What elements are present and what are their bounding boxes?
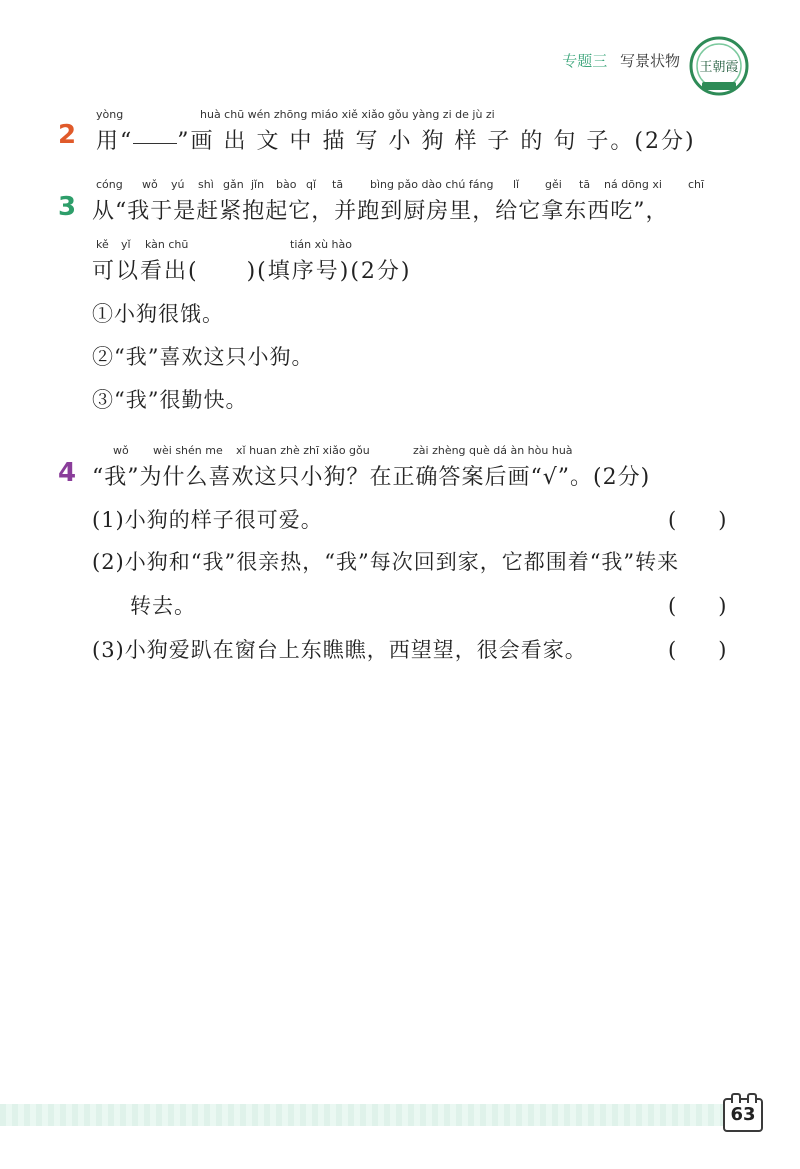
pinyin: yú — [171, 178, 185, 191]
topic-subtitle: 写景状物 — [619, 52, 680, 70]
pinyin: tā — [579, 178, 591, 191]
pinyin: cóng — [96, 178, 123, 191]
question-number: 3 — [58, 192, 77, 222]
pinyin: qǐ — [306, 178, 317, 191]
page-number-text: 63 — [730, 1104, 756, 1125]
pinyin: tā — [332, 178, 344, 191]
pinyin: kě — [96, 238, 109, 251]
answer-paren-2[interactable]: ( ) — [668, 594, 727, 618]
answer-paren-3[interactable]: ( ) — [668, 638, 727, 662]
choice-2-cont: 转去。 — [130, 594, 196, 618]
question-text: “我”为什么喜欢这只小狗？在正确答案后画“√”。(2分) — [92, 465, 651, 490]
pinyin: zài zhèng què dá àn hòu huà — [413, 444, 573, 457]
pinyin: bìng pǎo dào chú fáng — [370, 178, 494, 191]
question-text — [96, 124, 696, 155]
option-1: ①小狗很饿。 — [92, 302, 224, 326]
pinyin: jǐn — [251, 178, 265, 191]
pinyin: bào — [276, 178, 297, 191]
topic-label: 专题三 — [562, 52, 608, 70]
choice-3: (3)小狗爱趴在窗台上东瞧瞧，西望望，很会看家。 — [92, 638, 587, 662]
question-number: 4 — [58, 458, 77, 488]
choice-2: (2)小狗和“我”很亲热，“我”每次回到家，它都围着“我”转来 — [92, 550, 680, 574]
pinyin: huà chū wén zhōng miáo xiě xiǎo gǒu yàng zi de jù zi — [200, 108, 495, 121]
pinyin: gǎn — [223, 178, 244, 191]
option-2: ②“我”喜欢这只小狗。 — [92, 345, 314, 369]
pinyin: ná dōng xi — [604, 178, 662, 191]
question-text-line2: 可以看出( )(填序号)(2分) — [92, 259, 412, 284]
pinyin: lǐ — [513, 178, 520, 191]
pinyin: kàn chū — [145, 238, 189, 251]
pinyin: tián xù hào — [290, 238, 352, 251]
svg-text:王朝霞: 王朝霞 — [699, 60, 739, 75]
pinyin: yòng — [96, 108, 124, 121]
pinyin: yǐ — [121, 238, 131, 251]
question-text-before: 用“ — [96, 129, 134, 154]
pinyin: chī — [688, 178, 705, 191]
answer-blank[interactable] — [133, 141, 177, 144]
page-header — [562, 50, 680, 71]
pinyin: wǒ — [142, 178, 158, 191]
page-tab-icon — [747, 1093, 757, 1103]
question-text-after: ”画 出 文 中 描 写 小 狗 样 子 的 句 子。(2分) — [177, 129, 696, 154]
question-number: 2 — [58, 120, 77, 150]
pinyin: wèi shén me — [153, 444, 223, 457]
pinyin: wǒ — [113, 444, 129, 457]
page-tab-icon — [731, 1093, 741, 1103]
publisher-logo — [688, 30, 750, 100]
answer-paren-1[interactable]: ( ) — [668, 508, 727, 532]
option-3: ③“我”很勤快。 — [92, 388, 248, 412]
footer-band — [0, 1104, 760, 1126]
choice-1: (1)小狗的样子很可爱。 — [92, 508, 323, 532]
pinyin: shì — [198, 178, 214, 191]
question-text: 从“我于是赶紧抱起它，并跑到厨房里，给它拿东西吃”， — [92, 199, 669, 224]
pinyin: xǐ huan zhè zhī xiǎo gǒu — [236, 444, 370, 457]
page-number — [723, 1098, 763, 1132]
pinyin: gěi — [545, 178, 562, 191]
